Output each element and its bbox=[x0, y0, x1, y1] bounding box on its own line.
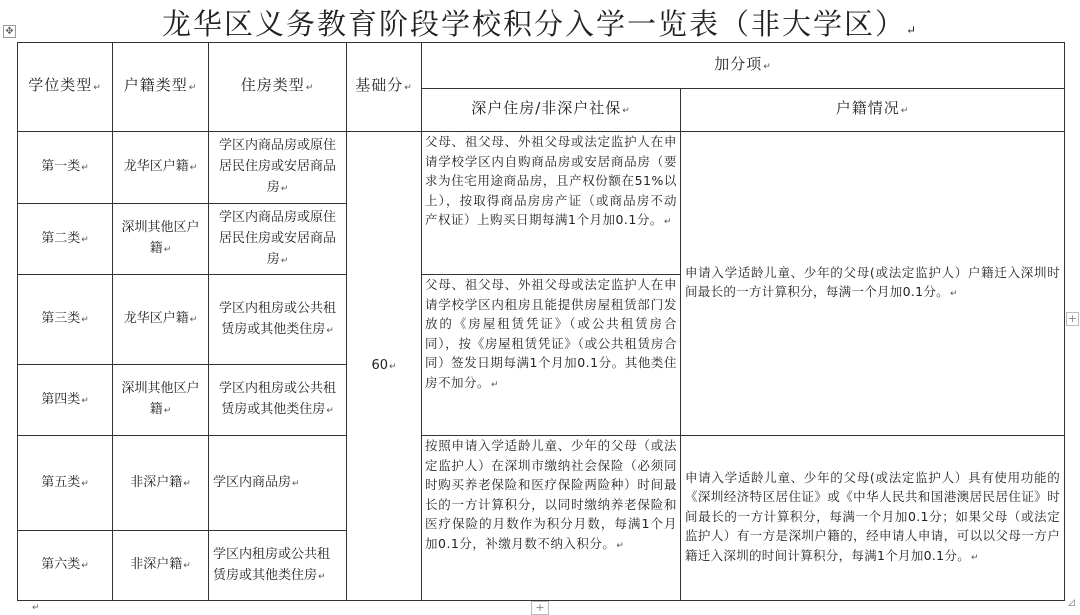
row-housing: 学区内租房或公共租赁房或其他类住房 ↵ bbox=[209, 275, 347, 365]
row-hukou: 非深户籍 ↵ bbox=[113, 436, 209, 531]
table-row bbox=[18, 436, 1065, 531]
row-type: 第六类 ↵ bbox=[18, 531, 113, 601]
row-hukou: 深圳其他区户籍 ↵ bbox=[113, 204, 209, 275]
table-move-handle-icon[interactable]: ✥ bbox=[3, 25, 16, 38]
bonus-rented-housing: 父母、祖父母、外祖父母或法定监护人在申请学校学区内租房且能提供房屋租赁部门发放的《房屋租赁凭证》（或公共租赁房合同），按《房屋租赁凭证》（或公共租赁房合同）签发日期每满1个月加0.1分。其他类住房不加分。 ↵ bbox=[422, 275, 681, 436]
row-type: 第四类 ↵ bbox=[18, 365, 113, 436]
row-hukou: 深圳其他区户籍 ↵ bbox=[113, 365, 209, 436]
row-housing: 学区内商品房或原住居民住房或安居商品房 ↵ bbox=[209, 204, 347, 275]
row-housing: 学区内商品房 ↵ bbox=[209, 436, 347, 531]
row-housing: 学区内租房或公共租赁房或其他类住房 ↵ bbox=[209, 531, 347, 601]
header-housing: 住房类型 ↵ bbox=[209, 43, 347, 132]
add-column-icon[interactable]: + bbox=[1067, 312, 1078, 325]
row-housing: 学区内租房或公共租赁房或其他类住房 ↵ bbox=[209, 365, 347, 436]
row-type: 第五类 ↵ bbox=[18, 436, 113, 531]
table-row bbox=[18, 132, 1065, 204]
row-type: 第三类 ↵ bbox=[18, 275, 113, 365]
admission-table bbox=[17, 42, 1065, 601]
table-header-row bbox=[18, 43, 1065, 89]
bonus-hukou-shenzhen: 申请入学适龄儿童、少年的父母(或法定监护人）户籍迁入深圳时间最长的一方计算积分，每满一个月加0.1分。 ↵ bbox=[681, 132, 1065, 436]
header-bonus: 加分项 ↵ bbox=[422, 43, 1065, 89]
page-title: 龙华区义务教育阶段学校积分入学一览表（非大学区）↵ bbox=[161, 7, 919, 41]
base-score: 60 ↵ bbox=[347, 132, 422, 601]
header-hukou: 户籍类型 ↵ bbox=[113, 43, 209, 132]
bonus-owned-housing: 父母、祖父母、外祖父母或法定监护人在申请学校学区内自购商品房或安居商品房（要求为住宅用途商品房，且产权份额在51%以上），按取得商品房房产证（或商品房不动产权证）上购买日期每满1个月加0.1分。 ↵ bbox=[422, 132, 681, 275]
paragraph-mark-icon: ↵ bbox=[32, 603, 40, 613]
bonus-hukou-non-shenzhen: 申请入学适龄儿童、少年的父母(或法定监护人）具有使用功能的《深圳经济特区居住证》或《中华人民共和国港澳居民居住证》时间最长的一方计算积分，每满一个月加0.1分；如果父母（或法定监护人）有一方是深圳户籍的，经申请人申请，可以以父母一方户籍迁入深圳的时间计算积分，每满1个月加0.1分。 ↵ bbox=[681, 436, 1065, 601]
header-base: 基础分 ↵ bbox=[347, 43, 422, 132]
row-type: 第二类 ↵ bbox=[18, 204, 113, 275]
header-type: 学位类型 ↵ bbox=[18, 43, 113, 132]
header-bonus-housing: 深户住房/非深户社保 ↵ bbox=[422, 89, 681, 132]
row-hukou: 龙华区户籍 ↵ bbox=[113, 132, 209, 204]
row-hukou: 非深户籍 ↵ bbox=[113, 531, 209, 601]
bonus-social-insurance: 按照申请入学适龄儿童、少年的父母（或法定监护人）在深圳市缴纳社会保险（必须同时购买养老保险和医疗保险两险种）时间最长的一方计算积分，以同时缴纳养老保险和医疗保险的月数作为积分月数，每满1个月加0.1分，补缴月数不纳入积分。 ↵ bbox=[422, 436, 681, 601]
row-housing: 学区内商品房或原住居民住房或安居商品房 ↵ bbox=[209, 132, 347, 204]
row-type: 第一类 ↵ bbox=[18, 132, 113, 204]
header-bonus-hukou: 户籍情况 ↵ bbox=[681, 89, 1065, 132]
add-row-icon[interactable]: + bbox=[531, 601, 549, 615]
row-hukou: 龙华区户籍 ↵ bbox=[113, 275, 209, 365]
table-resize-handle-icon[interactable]: ◿ bbox=[1068, 598, 1075, 608]
